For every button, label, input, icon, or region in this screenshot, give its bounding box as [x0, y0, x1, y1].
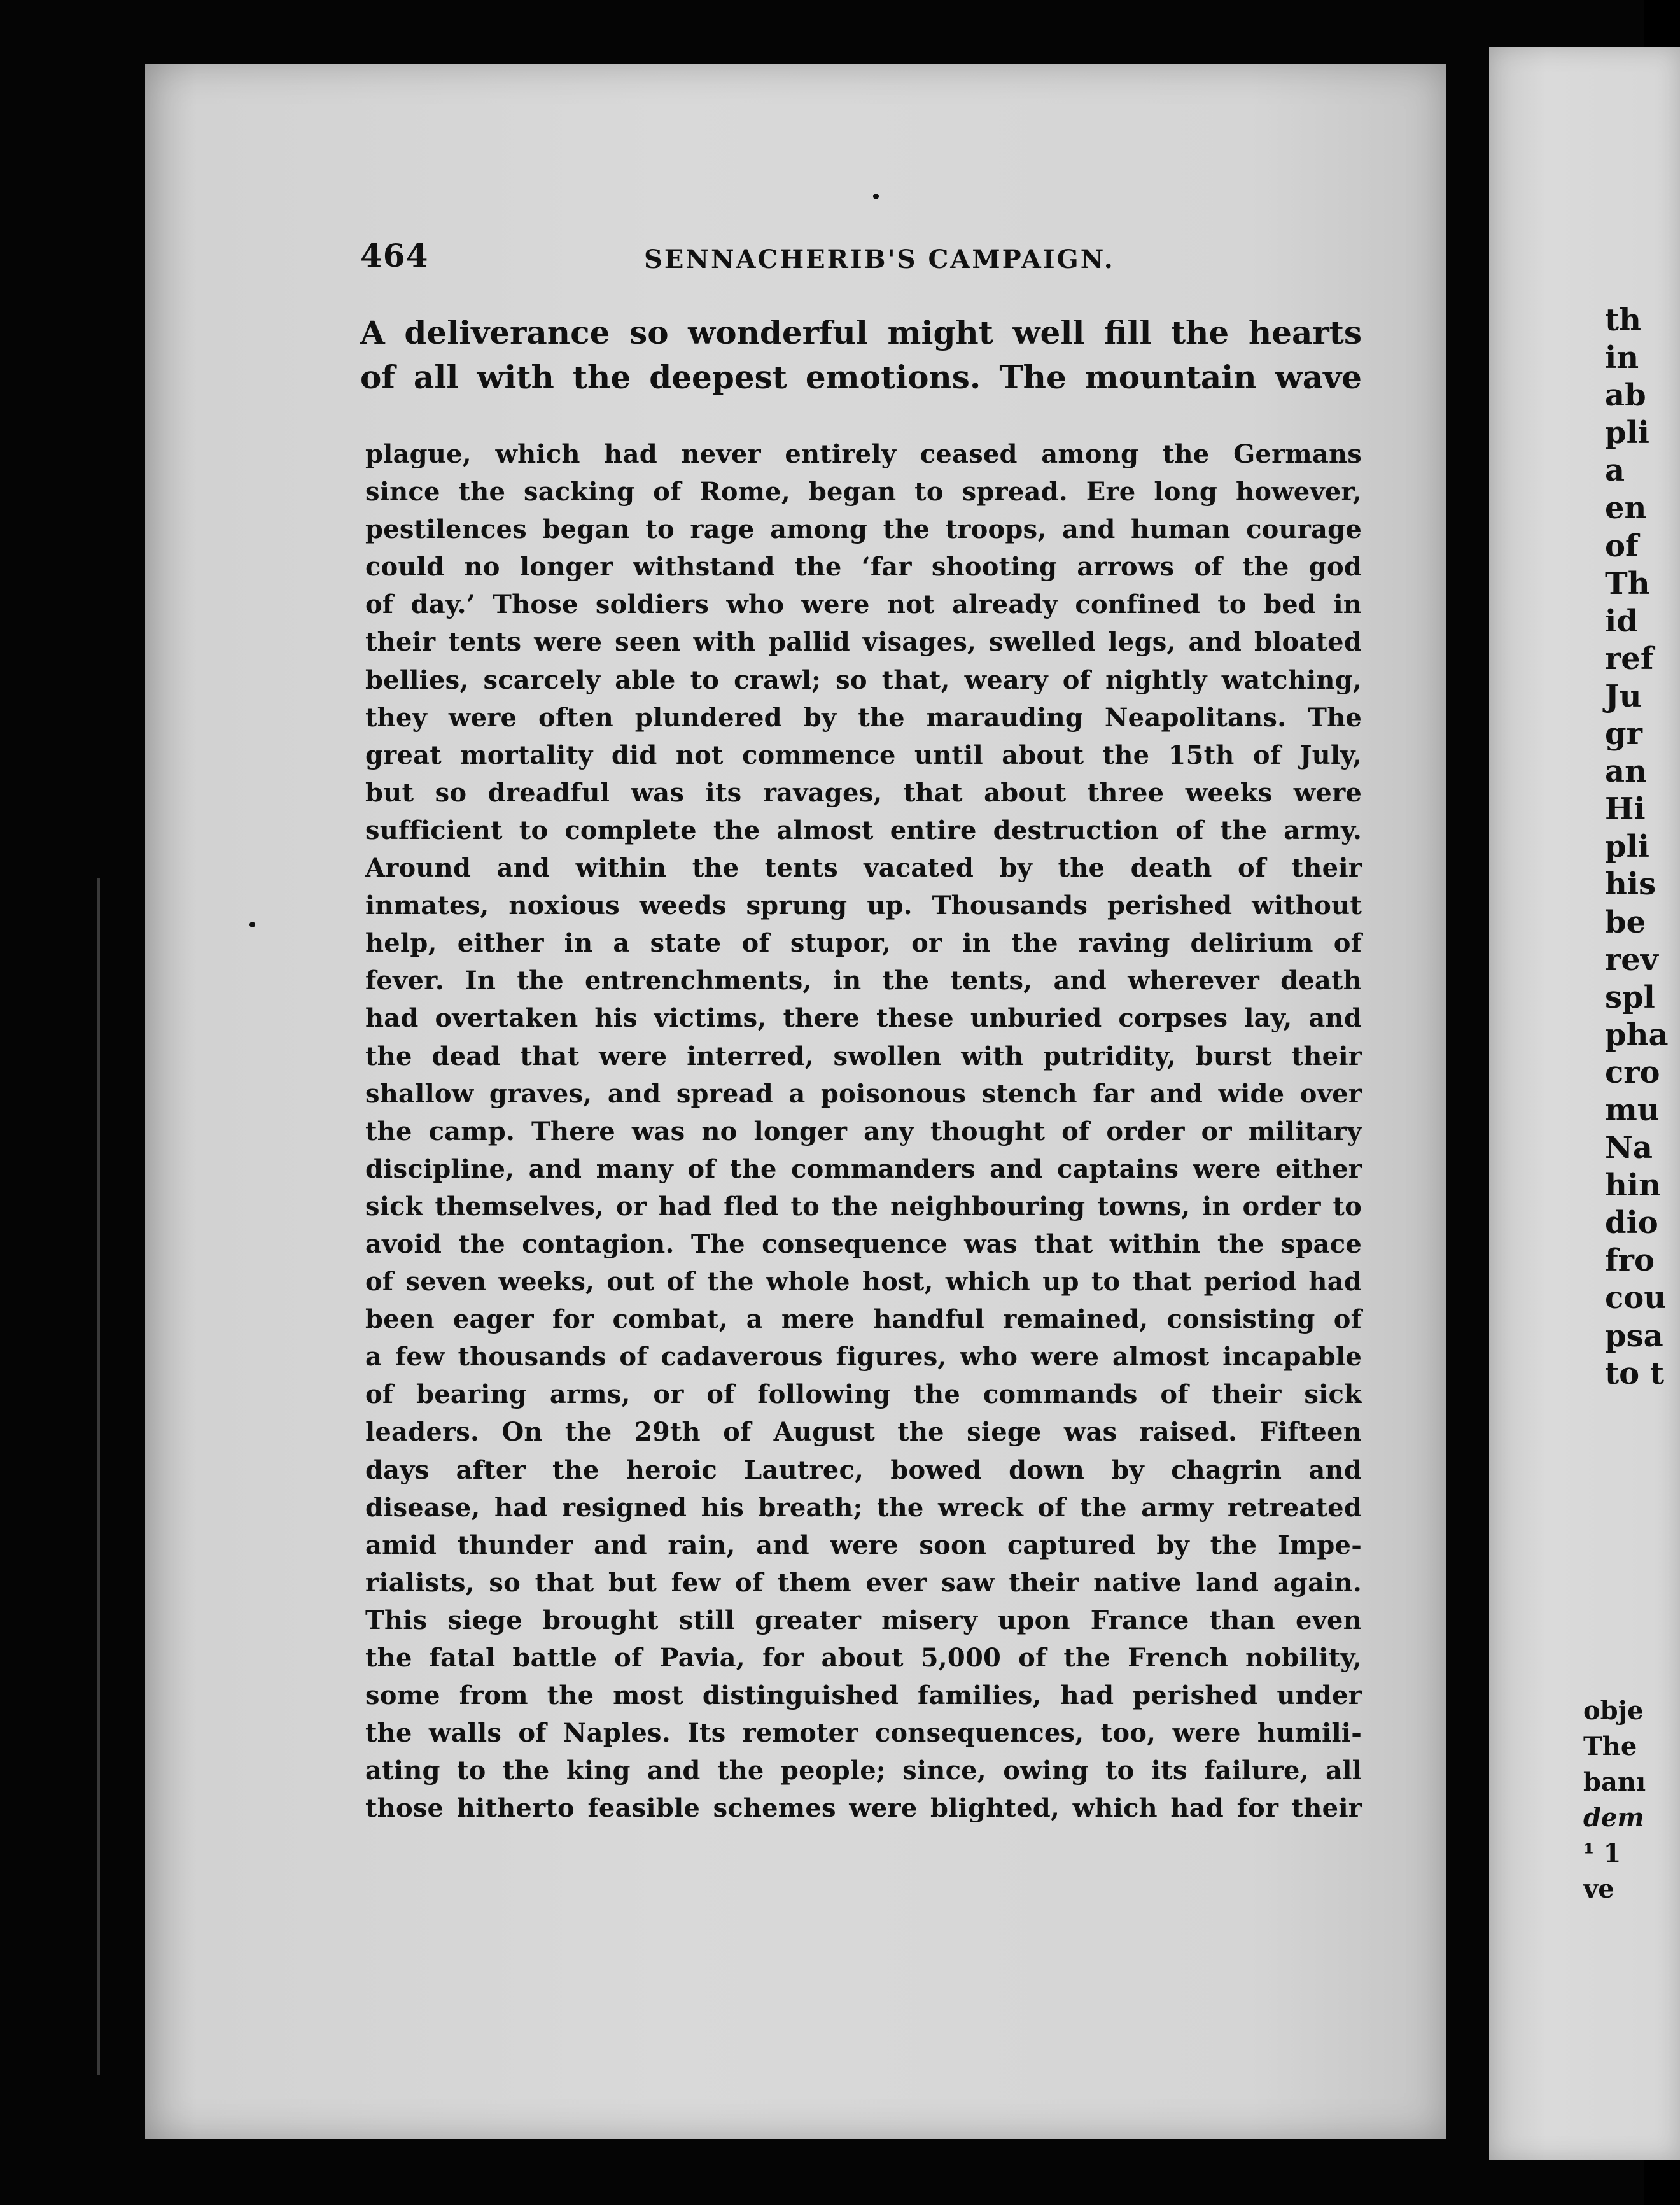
- footnote-line: sufficient to complete the almost entire destruction of the army.: [365, 815, 1362, 845]
- right-note-fragment: ve: [1583, 1874, 1614, 1904]
- right-text-fragment: dio: [1605, 1205, 1658, 1241]
- footnote-line: since the sacking of Rome, began to spread. Ere long however,: [365, 477, 1362, 507]
- right-text-fragment: ab: [1605, 377, 1646, 414]
- right-text-fragment: psa: [1605, 1318, 1663, 1354]
- footnote-line: leaders. On the 29th of August the siege was raised. Fifteen: [365, 1417, 1362, 1448]
- footnote-line: a few thousands of cadaverous figures, who were almost incapable: [365, 1342, 1362, 1372]
- running-head: SENNACHERIB'S CAMPAIGN.: [644, 244, 1115, 274]
- footnote-line: been eager for combat, a mere handful remained, consisting of: [365, 1304, 1362, 1335]
- footnote-line: help, either in a state of stupor, or in the raving delirium of: [365, 928, 1362, 959]
- right-text-fragment: in: [1605, 340, 1639, 376]
- footnote-line: of day.’ Those soldiers who were not already confined to bed in: [365, 589, 1362, 620]
- footnote-line: they were often plundered by the marauding Neapolitans. The: [365, 702, 1362, 733]
- right-text-fragment: gr: [1605, 716, 1642, 752]
- right-note-fragment: obje: [1583, 1696, 1644, 1726]
- right-note-fragment: ¹ 1: [1583, 1838, 1621, 1868]
- footnote-line: great mortality did not commence until about the 15th of July,: [365, 740, 1362, 770]
- right-text-fragment: of: [1605, 528, 1639, 564]
- footnote-line: of seven weeks, out of the whole host, which up to that period had: [365, 1267, 1362, 1297]
- right-page-notes: [1583, 1693, 1646, 1907]
- footnote-line: bellies, scarcely able to crawl; so that, weary of nightly watching,: [365, 665, 1362, 695]
- right-text-fragment: pli: [1605, 829, 1650, 865]
- right-note-fragment: The: [1583, 1731, 1637, 1761]
- right-note-fragment: dem: [1583, 1803, 1644, 1833]
- footnote-line: the camp. There was no longer any thought of order or military: [365, 1116, 1362, 1146]
- page-edge-shadow: [97, 878, 100, 2075]
- footnote-line: the walls of Naples. Its remoter consequences, too, were humili-: [365, 1718, 1362, 1749]
- footnote-line: of bearing arms, or of following the commands of their sick: [365, 1379, 1362, 1410]
- footnote-line: those hitherto feasible schemes were blighted, which had for their: [365, 1793, 1362, 1824]
- right-text-fragment: cou: [1605, 1280, 1667, 1316]
- right-text-fragment: an: [1605, 754, 1647, 790]
- right-text-fragment: fro: [1605, 1243, 1655, 1279]
- right-note-fragment: banı: [1583, 1767, 1646, 1797]
- footnote-line: amid thunder and rain, and were soon captured by the Impe-: [365, 1530, 1362, 1560]
- footnote-line: This siege brought still greater misery upon France than even: [365, 1605, 1362, 1635]
- right-text-fragment: cro: [1605, 1054, 1660, 1090]
- footnote-line: Around and within the tents vacated by the death of their: [365, 853, 1362, 884]
- right-text-fragment: hin: [1605, 1167, 1662, 1204]
- right-text-fragment: Ju: [1605, 678, 1642, 714]
- footnote-line: the dead that were interred, swollen with putridity, burst their: [365, 1041, 1362, 1071]
- right-text-fragment: Th: [1605, 565, 1650, 602]
- text-line: of all with the deepest emotions. The mountain wave: [360, 358, 1362, 396]
- footnote-line: pestilences began to rage among the troops, and human courage: [365, 514, 1362, 545]
- footnote-line: the fatal battle of Pavia, for about 5,000 of the French nobility,: [365, 1643, 1362, 1673]
- right-text-fragment: to t: [1605, 1355, 1665, 1391]
- right-text-fragment: Hi: [1605, 791, 1646, 828]
- footnote-line: sick themselves, or had fled to the neighbouring towns, in order to: [365, 1191, 1362, 1222]
- footnote-line: had overtaken his victims, there these unburied corpses lay, and: [365, 1003, 1362, 1034]
- footnote-line: avoid the contagion. The consequence was that within the space: [365, 1229, 1362, 1259]
- right-text-fragment: en: [1605, 490, 1647, 526]
- right-text-fragment: be: [1605, 904, 1646, 940]
- footnote-line: their tents were seen with pallid visages, swelled legs, and bloated: [365, 627, 1362, 658]
- right-text-fragment: spl: [1605, 979, 1655, 1015]
- footnote-line: plague, which had never entirely ceased among the Germans: [365, 439, 1362, 469]
- right-text-fragment: th: [1605, 302, 1642, 338]
- page-number: 464: [360, 237, 429, 274]
- right-text-fragment: Na: [1605, 1130, 1653, 1166]
- right-text-fragment: pli: [1605, 415, 1650, 451]
- text-line: A deliverance so wonderful might well fill the hearts: [360, 314, 1362, 351]
- footnote-line: but so dreadful was its ravages, that about three weeks were: [365, 777, 1362, 808]
- right-text-fragment: ref: [1605, 640, 1654, 677]
- right-text-fragment: a: [1605, 453, 1625, 489]
- right-text-fragment: mu: [1605, 1092, 1660, 1128]
- ink-speck: [249, 922, 255, 927]
- right-page-text: [1605, 302, 1669, 1393]
- right-text-fragment: pha: [1605, 1017, 1669, 1053]
- footnote-line: disease, had resigned his breath; the wreck of the army retreated: [365, 1492, 1362, 1523]
- footnote-line: ating to the king and the people; since, owing to its failure, all: [365, 1756, 1362, 1786]
- right-text-fragment: rev: [1605, 941, 1658, 978]
- footnote-line: fever. In the entrenchments, in the tents, and wherever death: [365, 966, 1362, 996]
- ink-speck: [873, 194, 879, 199]
- footnote-line: days after the heroic Lautrec, bowed down by chagrin and: [365, 1455, 1362, 1485]
- footnote-text: [365, 435, 1362, 1827]
- footnote-line: rialists, so that but few of them ever saw their native land again.: [365, 1567, 1362, 1598]
- main-text: [360, 311, 1362, 400]
- footnote-line: could no longer withstand the ‘far shooting arrows of the god: [365, 552, 1362, 582]
- right-text-fragment: his: [1605, 866, 1656, 903]
- footnote-line: discipline, and many of the commanders and captains were either: [365, 1153, 1362, 1184]
- right-text-fragment: id: [1605, 603, 1638, 639]
- footnote-line: inmates, noxious weeds sprung up. Thousands perished without: [365, 891, 1362, 921]
- footnote-line: some from the most distinguished families, had perished under: [365, 1680, 1362, 1711]
- footnote-line: shallow graves, and spread a poisonous stench far and wide over: [365, 1078, 1362, 1109]
